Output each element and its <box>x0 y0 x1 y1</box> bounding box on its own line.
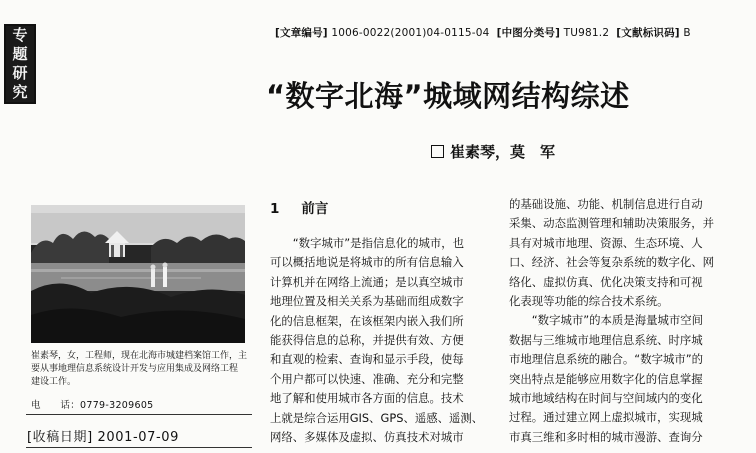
author-bio <box>31 350 249 389</box>
author-bio-line: 崔素琴，女，工程师，现在北海市城建档案馆工作，主 <box>31 351 248 361</box>
body-line: 城市地域结构在时间与空间域内的变化 <box>509 390 703 405</box>
body-line: 地了解和使用城市各方面的信息。技术 <box>270 391 464 406</box>
column-badge-char: 研 <box>12 64 28 82</box>
author-bio-line: 建设工作。 <box>31 377 77 387</box>
body-line: 市地理信息系统的融合。“数字城市”的 <box>509 352 704 367</box>
divider <box>26 447 252 448</box>
body-line: 具有对城市地理、资源、生态环境、人 <box>509 235 703 250</box>
section-heading <box>270 197 328 217</box>
body-line: “数字城市”是指信息化的城市，也 <box>270 236 465 250</box>
divider <box>26 414 252 415</box>
author-phone: 电 话：0779-3209605 <box>31 400 154 411</box>
body-line: 计算机并在网络上流通；是以真空城市 <box>270 274 464 289</box>
column-badge <box>4 24 36 104</box>
body-column-right <box>509 195 751 447</box>
body-line: 地理位置及相关关系为基础而组成数字 <box>270 294 464 309</box>
authors: 崔素琴，莫 军 <box>450 143 556 161</box>
doc-code-label: [文献标识码] <box>616 27 680 39</box>
column-badge-char: 题 <box>12 45 28 63</box>
section-title: 前言 <box>301 201 329 217</box>
body-line: 可以概括地说是将城市的所有信息输入 <box>270 255 464 270</box>
body-line: 的基础设施、功能、机制信息进行自动 <box>509 197 703 211</box>
body-line: 个用户都可以快速、准确、充分和完整 <box>270 371 464 386</box>
body-line: 络化、虚拟仿真、优化决策支持和可视 <box>509 274 703 289</box>
column-badge-char: 专 <box>12 26 28 44</box>
body-line: 化表现等功能的综合技术系统。 <box>509 293 669 308</box>
author-photo <box>31 205 245 343</box>
body-line: 网络、多媒体及虚拟、仿真技术对城市 <box>270 429 464 444</box>
body-line: 能获得信息的总称，并提供有效、方便 <box>270 332 464 347</box>
doc-code: B <box>683 27 691 39</box>
body-line: 和直观的检索、查询和显示手段，使每 <box>270 352 464 367</box>
body-line: 过程。通过建立网上虚拟城市，实现城 <box>509 410 703 425</box>
author-bio-line: 要从事地理信息系统设计开发与应用集成及网络工程 <box>31 364 239 374</box>
received-date: [收稿日期] 2001-07-09 <box>27 430 180 445</box>
body-line: 市真三维和多时相的城市漫游、查询分 <box>509 429 703 444</box>
column-badge-char: 究 <box>12 83 28 101</box>
article-no: 1006-0022(2001)04-0115-04 <box>331 27 490 39</box>
body-line: 上就是综合运用GIS、GPS、遥感、遥测、 <box>270 410 484 425</box>
body-line: 突出特点是能够应用数字化的信息掌握 <box>509 371 703 386</box>
section-number: 1 <box>270 201 280 217</box>
clc-code: TU981.2 <box>563 27 610 39</box>
article-no-label: [文章编号] <box>275 27 328 39</box>
article-metadata-line <box>275 25 751 40</box>
body-line: 化的信息框架，在该框架内嵌入我们所 <box>270 313 464 328</box>
body-line: 口、经济、社会等复杂系统的数字化、网 <box>509 255 715 270</box>
body-line: 数据与三维城市地理信息系统、时序城 <box>509 332 703 347</box>
body-column-middle <box>270 234 490 447</box>
photo-scene <box>31 205 245 343</box>
body-line: “数字城市”的本质是海量城市空间 <box>509 313 704 328</box>
author-marker-icon <box>431 145 444 158</box>
author-line <box>431 141 555 162</box>
clc-label: [中图分类号] <box>496 27 561 39</box>
body-line: 采集、动态监测管理和辅助决策服务，并 <box>509 216 715 231</box>
article-title: “数字北海”城域网结构综述 <box>266 79 630 113</box>
